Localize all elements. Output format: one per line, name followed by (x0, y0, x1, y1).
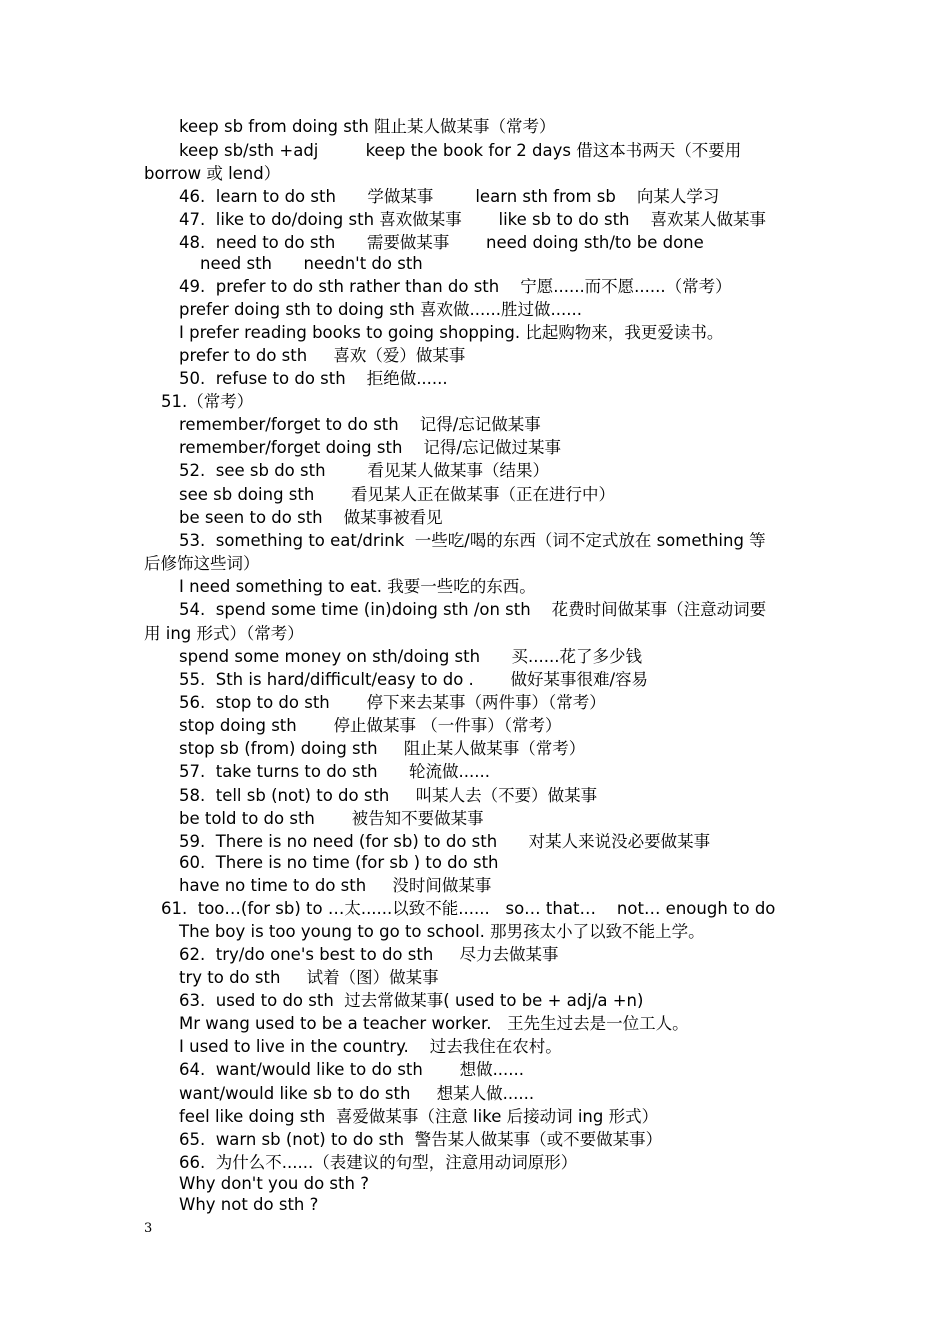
text-line: I used to live in the country. 过去我住在农村。 (179, 1037, 562, 1056)
text-line: Mr wang used to be a teacher worker. 王先生过去是一位工人。 (179, 1014, 689, 1033)
text-line: keep sb from doing sth 阻止某人做某事（常考） (179, 117, 556, 136)
text-line: 64. want/would like to do sth 想做...... (179, 1060, 525, 1079)
text-line: 62. try/do one's best to do sth 尽力去做某事 (179, 945, 559, 964)
text-line: 50. refuse to do sth 拒绝做...... (179, 369, 448, 388)
text-line: prefer to do sth 喜欢（爱）做某事 (179, 346, 466, 365)
text-line: be told to do sth 被告知不要做某事 (179, 809, 484, 828)
text-line: I need something to eat. 我要一些吃的东西。 (179, 577, 536, 596)
text-line: see sb doing sth 看见某人正在做某事（正在进行中） (179, 485, 616, 504)
text-line: stop sb (from) doing sth 阻止某人做某事（常考） (179, 739, 586, 758)
text-line: 53. something to eat/drink 一些吃/喝的东西（词不定式放在 something 等 (179, 531, 766, 550)
page-number: 3 (144, 1221, 153, 1236)
text-line: need sth needn't do sth (200, 254, 423, 273)
text-line: 65. warn sb (not) to do sth 警告某人做某事（或不要做某事） (179, 1130, 663, 1149)
text-line: have no time to do sth 没时间做某事 (179, 876, 492, 895)
text-line: The boy is too young to go to school. 那男孩太小了以致不能上学。 (179, 922, 705, 941)
text-line: 48. need to do sth 需要做某事 need doing sth/to be done (179, 233, 704, 252)
text-line: remember/forget to do sth 记得/忘记做某事 (179, 415, 541, 434)
text-line: remember/forget doing sth 记得/忘记做过某事 (179, 438, 561, 457)
text-line: 54. spend some time (in)doing sth /on sth 花费时间做某事（注意动词要 (179, 600, 767, 619)
text-line: 后修饰这些词） (144, 554, 260, 573)
text-line: borrow 或 lend） (144, 164, 281, 183)
text-line: want/would like sb to do sth 想某人做...... (179, 1084, 535, 1103)
text-line: 52. see sb do sth 看见某人做某事（结果） (179, 461, 549, 480)
text-line: 49. prefer to do sth rather than do sth 宁愿......而不愿......（常考） (179, 277, 732, 296)
text-line: 66. 为什么不......（表建议的句型，注意用动词原形） (179, 1153, 578, 1172)
text-line: Why don't you do sth ? (179, 1174, 369, 1193)
text-line: 55. Sth is hard/difficult/easy to do . 做好某事很难/容易 (179, 670, 649, 689)
text-line: 63. used to do sth 过去常做某事( used to be + adj/a +n) (179, 991, 644, 1010)
text-line: Why not do sth ? (179, 1195, 319, 1214)
text-line: be seen to do sth 做某事被看见 (179, 508, 443, 527)
text-line: 用 ing 形式）（常考） (144, 624, 304, 643)
text-line: spend some money on sth/doing sth 买......花了多少钱 (179, 647, 643, 666)
text-line: prefer doing sth to doing sth 喜欢做......胜过做...... (179, 300, 582, 319)
text-line: 47. like to do/doing sth 喜欢做某事 like sb to do sth 喜欢某人做某事 (179, 210, 766, 229)
text-line: feel like doing sth 喜爱做某事（注意 like 后接动词 ing 形式） (179, 1107, 659, 1126)
text-line: stop doing sth 停止做某事 （一件事）（常考） (179, 716, 562, 735)
text-line: 58. tell sb (not) to do sth 叫某人去（不要）做某事 (179, 786, 598, 805)
text-line: 61. too…(for sb) to …太......以致不能...... so… that… not… enough to do (161, 899, 776, 918)
text-line: 57. take turns to do sth 轮流做...... (179, 762, 490, 781)
text-line: 56. stop to do sth 停下来去某事（两件事）（常考） (179, 693, 606, 712)
text-line: I prefer reading books to going shopping. 比起购物来，我更爱读书。 (179, 323, 724, 342)
text-line: 59. There is no need (for sb) to do sth 对某人来说没必要做某事 (179, 832, 711, 851)
text-line: 60. There is no time (for sb ) to do sth (179, 853, 499, 872)
text-line: keep sb/sth +adj keep the book for 2 days 借这本书两天（不要用 (179, 141, 742, 160)
text-line: try to do sth 试着（图）做某事 (179, 968, 439, 987)
text-line: 46. learn to do sth 学做某事 learn sth from sb 向某人学习 (179, 187, 720, 206)
text-line: 51.（常考） (161, 392, 254, 411)
